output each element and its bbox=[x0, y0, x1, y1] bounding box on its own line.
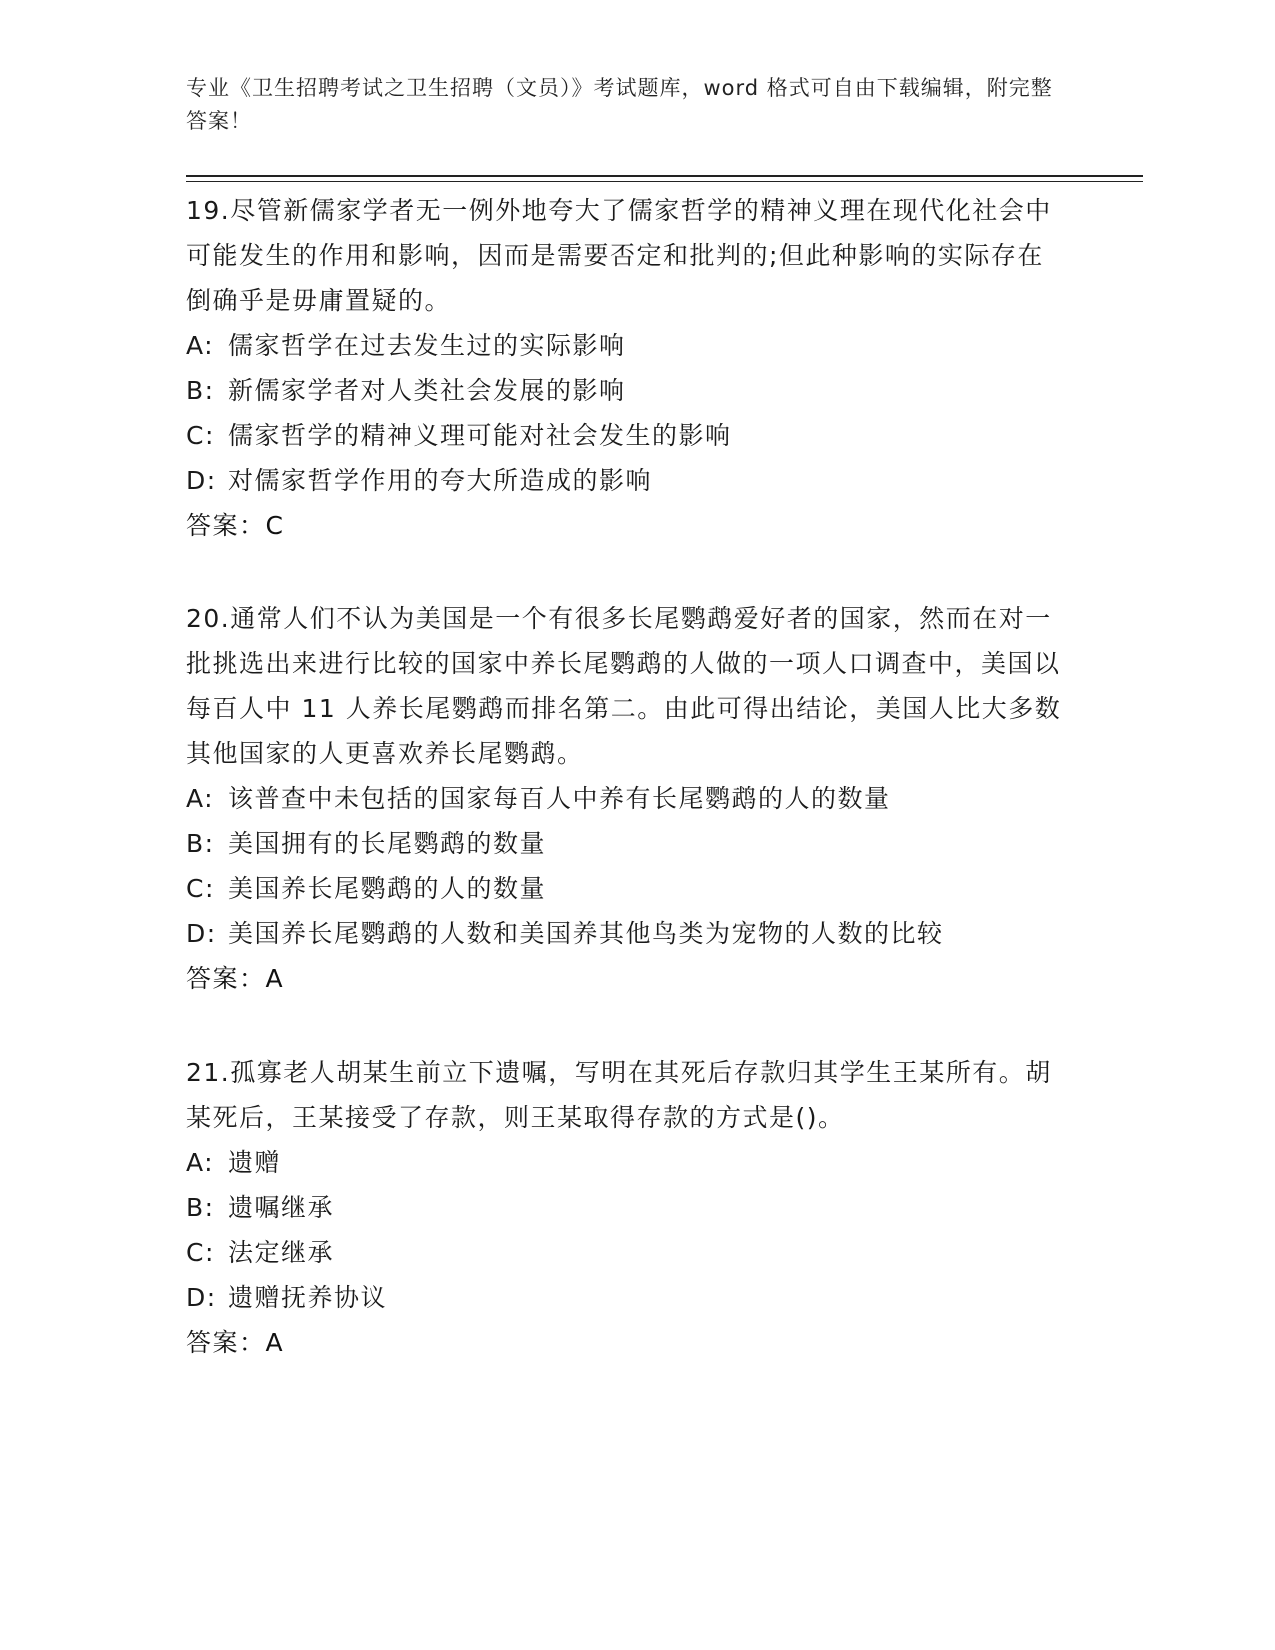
option-text: 遗赠 bbox=[228, 1148, 282, 1177]
option-key: A: bbox=[186, 331, 215, 360]
option-text: 法定继承 bbox=[228, 1238, 335, 1267]
option-key: C: bbox=[186, 421, 215, 450]
option-key: D: bbox=[186, 919, 217, 948]
option-a bbox=[186, 323, 1066, 368]
option-b bbox=[186, 368, 1066, 413]
document-header: 专业《卫生招聘考试之卫生招聘（文员）》考试题库，word 格式可自由下载编辑，附完整答案！ bbox=[186, 76, 1053, 133]
question-19 bbox=[186, 188, 1066, 548]
option-d bbox=[186, 458, 1066, 503]
option-key: D: bbox=[186, 466, 217, 495]
option-text: 遗赠抚养协议 bbox=[228, 1283, 388, 1312]
answer-line: 答案：A bbox=[186, 1328, 285, 1357]
option-key: A: bbox=[186, 784, 215, 813]
option-text: 新儒家学者对人类社会发展的影响 bbox=[228, 376, 626, 405]
option-key: B: bbox=[186, 829, 215, 858]
option-b bbox=[186, 1185, 1066, 1230]
option-key: C: bbox=[186, 874, 215, 903]
option-c bbox=[186, 866, 1066, 911]
question-21 bbox=[186, 1050, 1066, 1365]
option-text: 儒家哲学的精神义理可能对社会发生的影响 bbox=[228, 421, 732, 450]
option-b bbox=[186, 821, 1066, 866]
option-text: 儒家哲学在过去发生过的实际影响 bbox=[228, 331, 626, 360]
question-20 bbox=[186, 596, 1066, 1001]
answer-line: 答案：C bbox=[186, 511, 285, 540]
question-stem: 21.孤寡老人胡某生前立下遗嘱，写明在其死后存款归其学生王某所有。胡某死后，王某接受了存款，则王某取得存款的方式是()。 bbox=[186, 1058, 1052, 1132]
header-divider-thin bbox=[186, 181, 1143, 182]
option-c bbox=[186, 1230, 1066, 1275]
option-d bbox=[186, 911, 1066, 956]
option-a bbox=[186, 1140, 1066, 1185]
option-text: 该普查中未包括的国家每百人中养有长尾鹦鹉的人的数量 bbox=[228, 784, 891, 813]
option-text: 美国养长尾鹦鹉的人的数量 bbox=[228, 874, 547, 903]
question-stem: 19.尽管新儒家学者无一例外地夸大了儒家哲学的精神义理在现代化社会中可能发生的作用和影响，因而是需要否定和批判的;但此种影响的实际存在倒确乎是毋庸置疑的。 bbox=[186, 196, 1052, 315]
question-stem: 20.通常人们不认为美国是一个有很多长尾鹦鹉爱好者的国家，然而在对一批挑选出来进行比较的国家中养长尾鹦鹉的人做的一项人口调查中，美国以每百人中 11 人养长尾鹦鹉而排名第二。由此可得出结论，美国人比大多数其他国家的人更喜欢养长尾鹦鹉。 bbox=[186, 604, 1062, 768]
option-key: C: bbox=[186, 1238, 215, 1267]
header-divider-thick bbox=[186, 175, 1143, 177]
option-text: 美国拥有的长尾鹦鹉的数量 bbox=[228, 829, 547, 858]
option-d bbox=[186, 1275, 1066, 1320]
option-a bbox=[186, 776, 1066, 821]
option-key: A: bbox=[186, 1148, 215, 1177]
option-text: 美国养长尾鹦鹉的人数和美国养其他鸟类为宠物的人数的比较 bbox=[228, 919, 944, 948]
answer-line: 答案：A bbox=[186, 964, 285, 993]
option-key: B: bbox=[186, 1193, 215, 1222]
option-key: D: bbox=[186, 1283, 217, 1312]
option-text: 遗嘱继承 bbox=[228, 1193, 335, 1222]
option-text: 对儒家哲学作用的夸大所造成的影响 bbox=[228, 466, 653, 495]
option-key: B: bbox=[186, 376, 215, 405]
option-c bbox=[186, 413, 1066, 458]
